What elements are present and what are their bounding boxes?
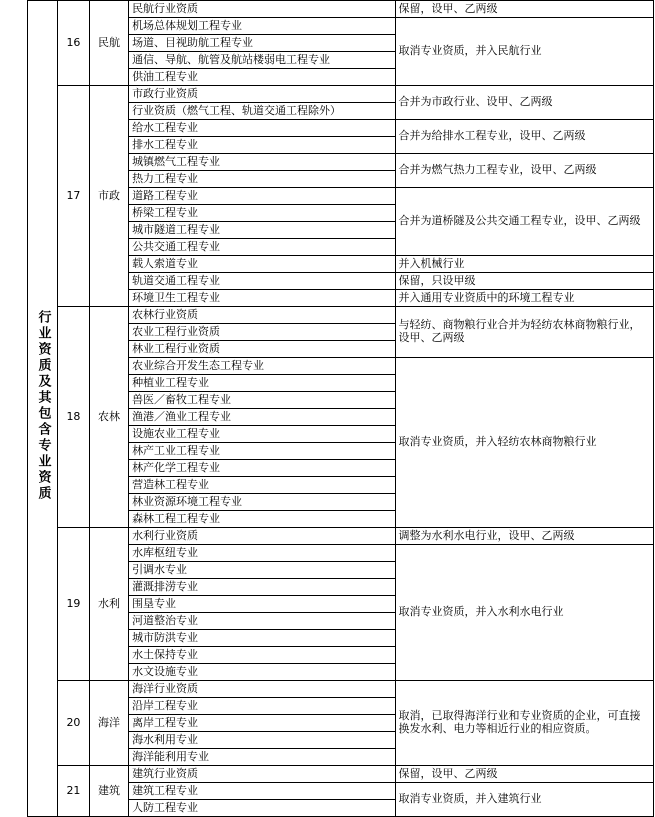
specialty-name: 农业工程行业资质: [129, 324, 395, 341]
specialty-name: 城市防洪专业: [129, 630, 395, 647]
specialty-name: 载人索道专业: [129, 256, 395, 273]
specialty-name: 营造林工程专业: [129, 477, 395, 494]
adjustment-note: 取消专业资质，并入轻纺农林商物粮行业: [395, 358, 653, 528]
table-row: [28, 86, 654, 103]
specialty-name: 海洋能利用专业: [129, 749, 395, 766]
industry-name: 水利: [90, 528, 129, 681]
vertical-section-header: [28, 1, 58, 817]
specialty-name: 通信、导航、航管及航站楼弱电工程专业: [129, 52, 395, 69]
specialty-name: 民航行业资质: [129, 1, 395, 18]
industry-name: 海洋: [90, 681, 129, 766]
row-number: 19: [57, 528, 89, 681]
specialty-name: 排水工程专业: [129, 137, 395, 154]
row-number: 21: [57, 766, 89, 817]
specialty-name: 公共交通工程专业: [129, 239, 395, 256]
specialty-name: 围垦专业: [129, 596, 395, 613]
specialty-name: 农业综合开发生态工程专业: [129, 358, 395, 375]
specialty-name: 人防工程专业: [129, 800, 395, 817]
specialty-name: 城镇燃气工程专业: [129, 154, 395, 171]
table-row: [28, 528, 654, 545]
row-number: 20: [57, 681, 89, 766]
specialty-name: 河道整治专业: [129, 613, 395, 630]
specialty-name: 林业资源环境工程专业: [129, 494, 395, 511]
specialty-name: 市政行业资质: [129, 86, 395, 103]
specialty-name: 设施农业工程专业: [129, 426, 395, 443]
table-row: [28, 1, 654, 18]
specialty-name: 林业工程行业资质: [129, 341, 395, 358]
industry-name: 市政: [90, 86, 129, 307]
specialty-name: 沿岸工程专业: [129, 698, 395, 715]
qualification-table: [27, 0, 654, 817]
specialty-name: 农林行业资质: [129, 307, 395, 324]
specialty-name: 行业资质（燃气工程、轨道交通工程除外）: [129, 103, 395, 120]
specialty-name: 水库枢纽专业: [129, 545, 395, 562]
specialty-name: 轨道交通工程专业: [129, 273, 395, 290]
specialty-name: 引调水专业: [129, 562, 395, 579]
specialty-name: 渔港／渔业工程专业: [129, 409, 395, 426]
adjustment-note: 合并为市政行业、设甲、乙两级: [395, 86, 653, 120]
adjustment-note: 调整为水利水电行业，设甲、乙两级: [395, 528, 653, 545]
adjustment-note: 合并为燃气热力工程专业，设甲、乙两级: [395, 154, 653, 188]
specialty-name: 城市隧道工程专业: [129, 222, 395, 239]
row-number: 18: [57, 307, 89, 528]
specialty-name: 场道、目视助航工程专业: [129, 35, 395, 52]
specialty-name: 给水工程专业: [129, 120, 395, 137]
specialty-name: 森林工程工程专业: [129, 511, 395, 528]
specialty-name: 桥梁工程专业: [129, 205, 395, 222]
specialty-name: 供油工程专业: [129, 69, 395, 86]
specialty-name: 水利行业资质: [129, 528, 395, 545]
industry-name: 农林: [90, 307, 129, 528]
table-row: [28, 681, 654, 698]
adjustment-note: 与轻纺、商物粮行业合并为轻纺农林商物粮行业，设甲、乙两级: [395, 307, 653, 358]
table-row: [28, 307, 654, 324]
row-number: 17: [57, 86, 89, 307]
specialty-name: 水文设施专业: [129, 664, 395, 681]
specialty-name: 离岸工程专业: [129, 715, 395, 732]
adjustment-note: 保留，只设甲级: [395, 273, 653, 290]
industry-name: 民航: [90, 1, 129, 86]
vertical-section-header-label: 行业资质及其包含专业资质: [35, 310, 51, 503]
specialty-name: 道路工程专业: [129, 188, 395, 205]
adjustment-note: 取消专业资质，并入建筑行业: [395, 783, 653, 817]
specialty-name: 灌溉排涝专业: [129, 579, 395, 596]
specialty-name: 建筑工程专业: [129, 783, 395, 800]
adjustment-note: 取消，已取得海洋行业和专业资质的企业，可直接换发水利、电力等相近行业的相应资质。: [395, 681, 653, 766]
adjustment-note: 保留，设甲、乙两级: [395, 1, 653, 18]
specialty-name: 机场总体规划工程专业: [129, 18, 395, 35]
adjustment-note: 并入机械行业: [395, 256, 653, 273]
specialty-name: 热力工程专业: [129, 171, 395, 188]
industry-name: 建筑: [90, 766, 129, 817]
adjustment-note: 取消专业资质，并入水利水电行业: [395, 545, 653, 681]
specialty-name: 林产化学工程专业: [129, 460, 395, 477]
adjustment-note: 保留，设甲、乙两级: [395, 766, 653, 783]
specialty-name: 林产工业工程专业: [129, 443, 395, 460]
specialty-name: 海水利用专业: [129, 732, 395, 749]
specialty-name: 环境卫生工程专业: [129, 290, 395, 307]
specialty-name: 兽医／畜牧工程专业: [129, 392, 395, 409]
specialty-name: 建筑行业资质: [129, 766, 395, 783]
adjustment-note: 合并为给排水工程专业，设甲、乙两级: [395, 120, 653, 154]
specialty-name: 水土保持专业: [129, 647, 395, 664]
adjustment-note: 并入通用专业资质中的环境工程专业: [395, 290, 653, 307]
specialty-name: 种植业工程专业: [129, 375, 395, 392]
row-number: 16: [57, 1, 89, 86]
specialty-name: 海洋行业资质: [129, 681, 395, 698]
adjustment-note: 取消专业资质，并入民航行业: [395, 18, 653, 86]
adjustment-note: 合并为道桥隧及公共交通工程专业，设甲、乙两级: [395, 188, 653, 256]
